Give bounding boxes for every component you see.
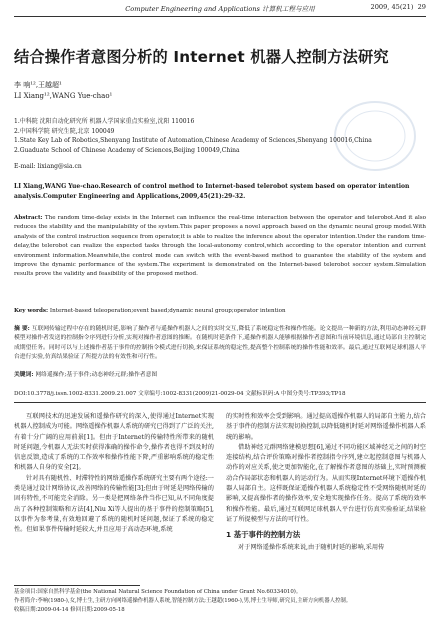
header-rule [14, 16, 426, 17]
citation-line: analysis.Computer Engineering and Applications,2009,45(21):29-32. [14, 193, 246, 200]
body-column-left [14, 412, 214, 536]
journal-name: Computer Engineering and Applications 计算机工程与应用 [125, 5, 315, 13]
footnote-rule [14, 585, 140, 586]
authors-en: LI Xiang¹²,WANG Yue-chao¹ [14, 92, 113, 100]
abstract-cn [14, 325, 426, 363]
keywords-text: Internet-based teleoperation;event based;dynamic neural group;operator intention [49, 308, 286, 314]
footnote: 基金项目:国家自然科学基金(the National Natural Science Foundation of China under Grant No.60334010)。 [14, 589, 302, 595]
abstract-text: The random time-delay exists in the Internet can influence the real-time interaction between the operator and telerobot.And it also reduces the stability and the manipulability of the system.This paper proposes a novel approach based on the dynamic neural group model.With analysis of the control instruction sequence from operator,it is able to realize the inference about the operator intention.Under the random time-delay,the telerobot can realize the expected tasks through the local-autonomy control,which according to the operator intention and current environment information.Meanwhile,the control mode can switch with the event-based method to guarantee the stability of the system and improve the dynamic performance of the system.The experiment is demonstrated on the Internet-based telerobot soccer system.Simulation results prove the validity and feasibility of the proposed method. [14, 215, 426, 278]
abstract-cn-label: 摘 要: [14, 326, 30, 332]
affiliation-line: 2.Guaduate School of Chinese Academy of Sciences,Beijing 100049,China [14, 147, 240, 154]
email-line: E-mail: lixiang@sia.cn [14, 163, 82, 170]
doi-line: DOI:10.3778/j.issn.1002-8331.2009.21.007 文章编号:1002-8331(2009)21-0029-04 文献标识码:A 中图分类号:TP393;TP18 [14, 391, 346, 397]
keywords-cn-text: 网络遥操作;基于事件;动态神经元群;操作者意图 [35, 372, 158, 378]
abstract-cn-text: 互联网传输过程中存在的随机时延,影响了操作者与遥操作机器人之间的实时交互,降低了系统稳定性和操作性能。论文提出一种新的方法,利用动态神经元群模型对操作者发送的控制指令序列进行分析,实现对操作者意图的推断。在随机时延条件下,遥操作机器人能够根据操作者意图和当前环境信息,通过局部自主控制完成期望任务。同时可以与上述操作者基于事件的控制指令模式进行切换,来保证系统的稳定性,提高整个控制系统的操作性能和效率。最后,通过互联网足球机器人平台进行实验,仿真结果验证了所提方法的有效性和可行性。 [14, 326, 427, 361]
issue-page [371, 3, 427, 11]
abstract-rule [14, 402, 426, 403]
body-paragraph: 针对具有随机性、时滞特性的网络遥操作系统研究主要有两个途径:一类是通过设计网络协议,改善网络的传输性能[3];但由于时延是网络传输的固有特性,不可能完全消除。另一类是把网络条件当作已知,从不同角度提出了各种控制策略和方法[4],Niu Xi等人提出的基于事件的控制策略[5],以事件为参考量,有效地回避了系统的随机时延问题,保证了系统的稳定性。但如果事件传输时延较大,并且应用于高动态环境,系统 [14, 474, 214, 534]
keywords-cn-label: 关键词: [14, 372, 34, 378]
keywords-label: Key words: [14, 308, 49, 314]
footnote: 作者简介:李响(1980-),女,博士生,主研方向网络遥操作机器人系统,智能控制方法;王越超(1960-),男,博士生导师,研究员,主研方向机器人控制。 [14, 598, 352, 604]
body-column-right [226, 412, 426, 554]
affiliation-line: 1.中科院 沈阳自动化研究所 机器人学国家重点实验室,沈阳 110016 [14, 118, 195, 125]
citation-line: LI Xiang,WANG Yue-chao.Research of control method to Internet-based telerobot system based on operator intention [14, 183, 410, 190]
body-paragraph: 对于网络遥操作系统来说,由于随机时延的影响,采用传 [238, 544, 385, 552]
section-heading: 1 基于事件的控制方法 [226, 530, 301, 540]
paper-title: 结合操作者意图分析的 Internet 机器人控制方法研究 [14, 48, 389, 66]
affiliation-line: 2.中国科学院 研究生院,北京 100049 [14, 128, 115, 135]
footnote: 收稿日期:2009-04-14 修回日期:2009-05-18 [14, 607, 125, 613]
body-paragraph: 的实时性和效率会受到影响。通过提高遥操作机器人的局部自主能力,结合基于事件的控制方法实现切换控制,以降低随机时延对网络遥操作机器人系统的影响。 [226, 413, 426, 441]
abstract-en [14, 214, 426, 280]
abstract-label: Abstract: [14, 215, 43, 221]
body-paragraph: 借助神经元群网络建模思想[6],通过不同功能区域神经元之间的时空连接结构,结合评价策略对操作者控制指令序列,建立起控制意图与机器人动作的对应关系,使之更加智能化,在了解操作者意图的基础上,实时预测被动合作局部状态和机器人的运动行为。从而实现Internet环境下遥操作机器人局部自主。这样既保证遥操作机器人系统稳定性不受网络随机时延的影响,又提高操作者的操作效率,安全地实现操作任务。提高了系统的效率和操作性能。最后,通过互联网足球机器人平台进行仿真实验验证,结果验证了所提模型与方法的可行性。 [226, 443, 426, 523]
affiliation-line: 1.State Key Lab of Robotics,Shenyang Institute of Automation,Chinese Academy of Sciences,Shenyang 100016,China [14, 137, 372, 144]
authors-cn: 李 响¹²,王越超¹ [14, 81, 62, 89]
keywords-en [14, 307, 426, 316]
keywords-cn [14, 371, 426, 380]
running-header [14, 3, 426, 15]
page-number: 29 [417, 3, 426, 11]
body-paragraph: 互联网技术的迅速发展和遥操作研究的深入,使得通过Internet实现机器人控制成为可能。网络遥操作机器人系统的研究已得到了广泛的关注,有着十分广阔的应用前景[1]。但由于Internet的传输特性所带来的随机时延问题,令机器人无法实时获得准确的操作命令,操作者也得不到及时的信息反馈,造成了系统的工作效率和操作性能下降,严重影响系统的稳定性和机器人自身的安全[2]。 [14, 413, 214, 472]
issue: 2009, 45(21) [370, 3, 414, 11]
